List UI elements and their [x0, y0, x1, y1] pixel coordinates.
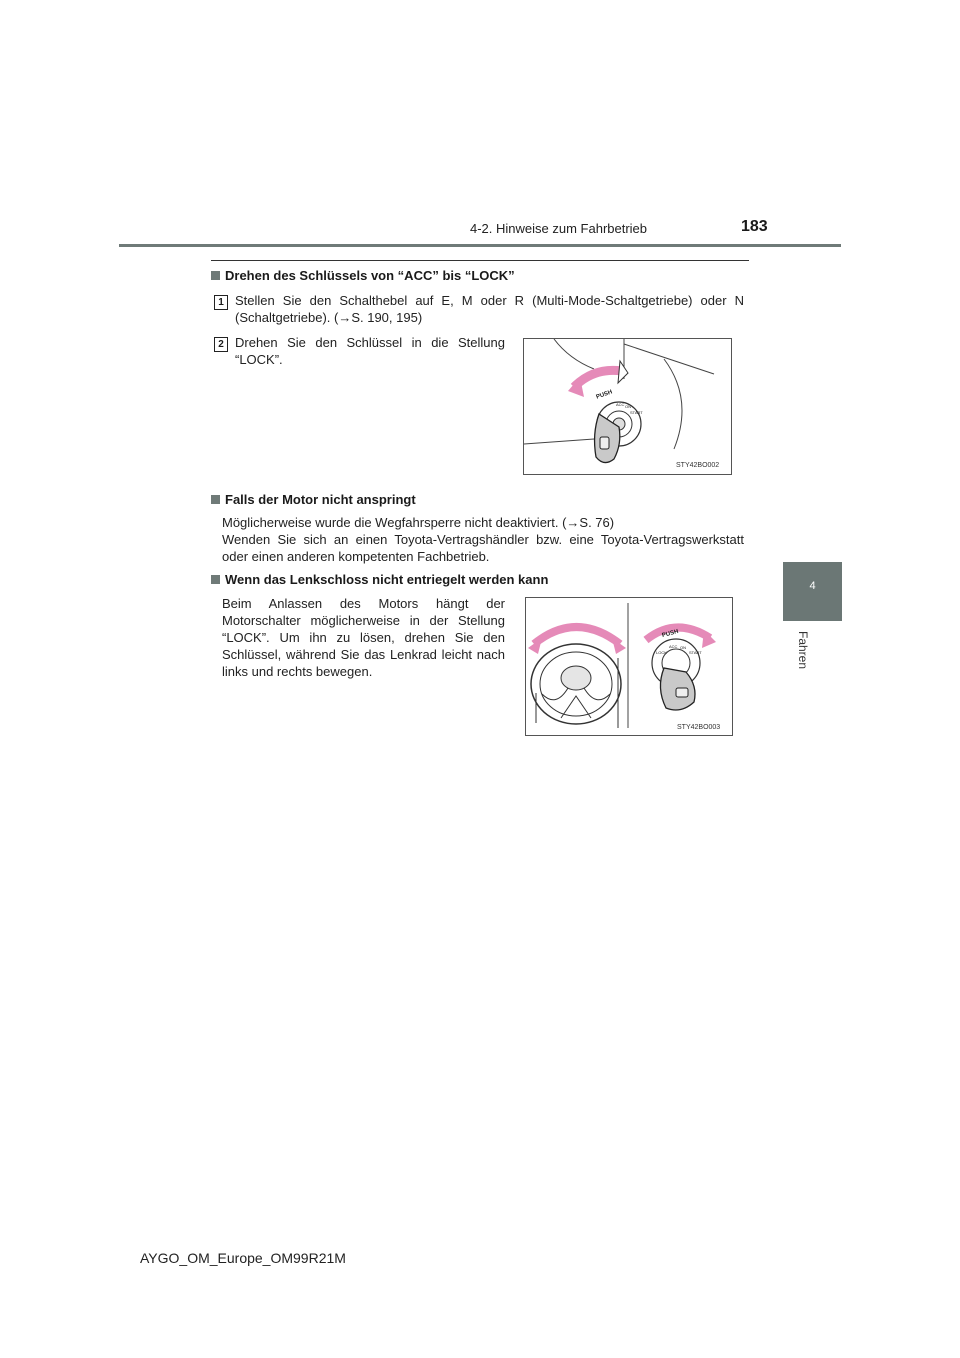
ring-label: START — [689, 650, 702, 655]
ring-label: ACC — [616, 402, 625, 407]
ring-label: ACC — [669, 644, 678, 649]
bullet-square-icon — [211, 271, 220, 280]
figure-code: STY42BO003 — [677, 724, 721, 731]
heading-text: Wenn das Lenkschloss nicht entriegelt werden kann — [225, 572, 549, 587]
header-rule — [119, 244, 841, 247]
section-heading — [211, 268, 515, 283]
ignition-figure — [523, 338, 732, 475]
heading-text: Falls der Motor nicht anspringt — [225, 492, 416, 507]
step-number: 1 — [214, 295, 228, 310]
ring-label: LOCK — [656, 650, 667, 655]
figure-code: STY42BO002 — [676, 462, 720, 469]
section-heading — [211, 492, 416, 507]
chapter-label-text: Fahren — [796, 631, 810, 670]
step-text: Drehen Sie den Schlüssel in die Stellung “LOCK”. — [235, 335, 505, 367]
heading-text: Drehen des Schlüssels von “ACC” bis “LOCK” — [225, 268, 515, 283]
ring-label: ON — [680, 645, 686, 650]
push-label: PUSH — [595, 389, 614, 401]
section-heading — [211, 572, 548, 587]
paragraph-line: Möglicherweise wurde die Wegfahrsperre nicht deaktiviert. (→S. 76) — [222, 515, 615, 530]
steering-figure — [525, 597, 733, 736]
push-label: PUSH — [661, 628, 680, 640]
page-number: 183 — [741, 218, 768, 235]
step-number: 2 — [214, 337, 228, 352]
bullet-square-icon — [211, 495, 220, 504]
paragraph-line: Wenden Sie sich an einen Toyota-Vertragshändler bzw. eine Toyota-Vertragswerkstatt oder einen anderen kompetenten Fachbetrieb. — [222, 532, 744, 564]
ring-label: START — [630, 410, 643, 415]
ring-label: ON — [625, 404, 631, 409]
paragraph: Beim Anlassen des Motors hängt der Motorschalter möglicherweise in der Stellung “LOCK”. Um ihn zu lösen, drehen Sie den Schlüssel, während Sie das Lenkrad leicht nach links und rechts bewegen. — [222, 596, 505, 679]
chapter-tab[interactable] — [783, 562, 842, 621]
chapter-label — [780, 631, 840, 691]
section-title: 4-2. Hinweise zum Fahrbetrieb — [470, 221, 648, 236]
bullet-square-icon — [211, 575, 220, 584]
paragraph — [222, 514, 744, 565]
chapter-number: 4 — [809, 580, 816, 592]
step-text: Stellen Sie den Schalthebel auf E, M oder R (Multi-Mode-Schaltgetriebe) oder N (Schaltgetriebe). (→S. 190, 195) — [235, 293, 744, 325]
divider — [211, 260, 749, 261]
document-id: AYGO_OM_Europe_OM99R21M — [140, 1250, 346, 1266]
steering-lock-illustration — [526, 598, 732, 735]
